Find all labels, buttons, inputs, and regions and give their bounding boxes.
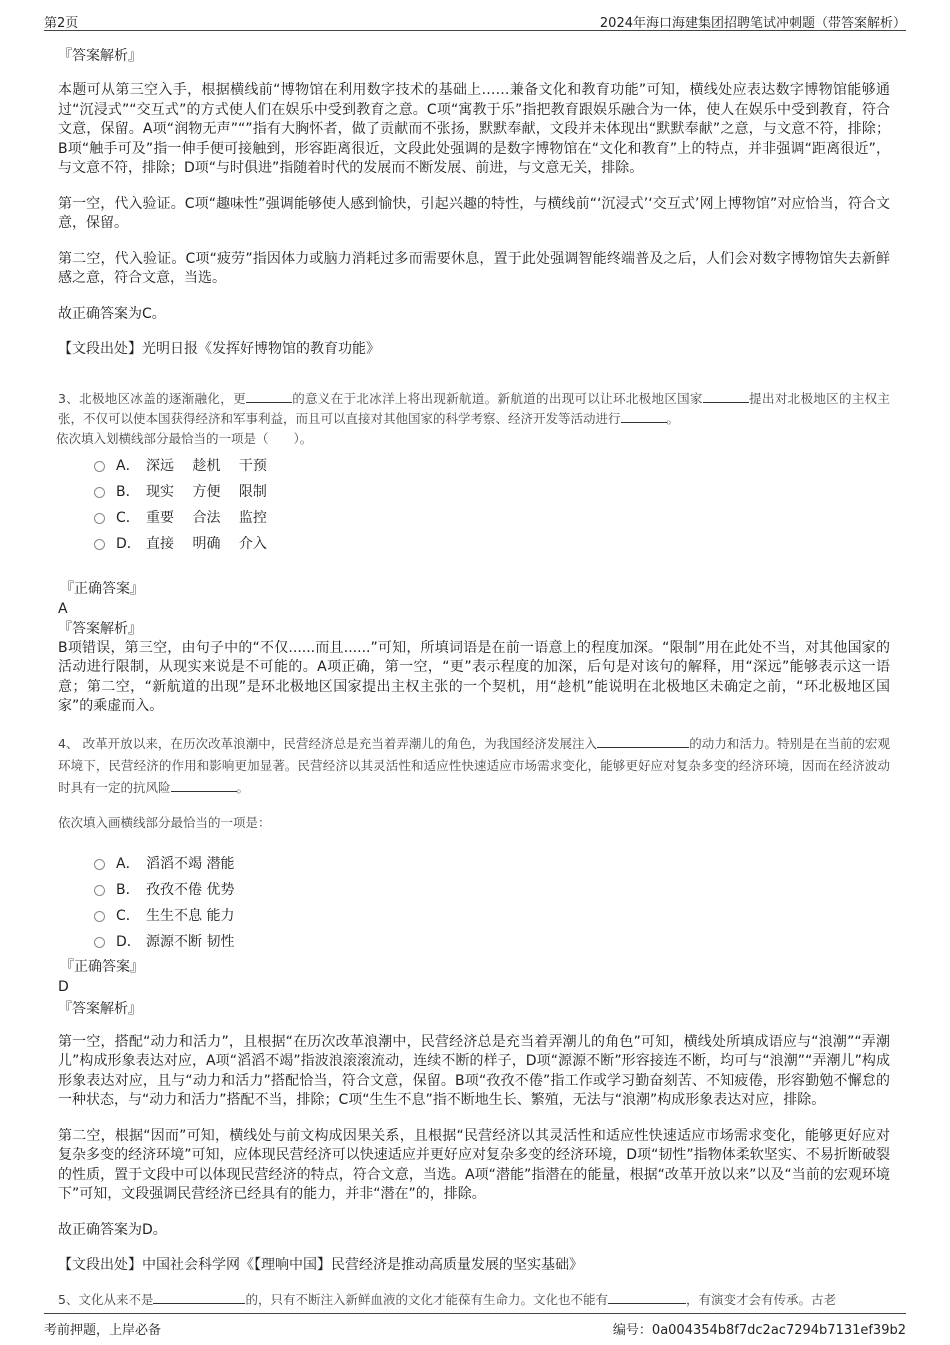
q4-blank-1 xyxy=(597,735,689,748)
q4-analysis-label: 『答案解析』 xyxy=(58,1000,142,1017)
q3-stem-part: 的意义在于北冰洋上将出现新航道。新航道的出现可以让环北极地区国家 xyxy=(291,390,703,406)
option-text: 重要 合法 监控 xyxy=(146,509,267,526)
q3-stem xyxy=(58,389,890,429)
q3-prompt: 依次填入划横线部分最恰当的一项是（ ）。 xyxy=(56,430,313,446)
q3-answer: A xyxy=(58,600,68,617)
option-text: 生生不息 能力 xyxy=(146,907,235,924)
radio-button-icon[interactable] xyxy=(94,911,105,922)
option-key: D． xyxy=(116,535,141,552)
page-header xyxy=(44,8,906,31)
q3-option-a[interactable] xyxy=(56,453,890,479)
radio-button-icon[interactable] xyxy=(94,539,105,550)
radio-button-icon[interactable] xyxy=(94,859,105,870)
radio-button-icon[interactable] xyxy=(94,461,105,472)
q2-analysis-para1: 本题可从第三空入手，根据横线前“博物馆在利用数字技术的基础上……兼备文化和教育功能”可知，横线处应表达数字博物馆能够通过“沉浸式”“交互式”的方式使人们在娱乐中受到教育之意。C项“寓教于乐”指把教育跟娱乐融合为一体，使人在娱乐中受到教育，符合文意，保留。A项“润物无声”“”指有大胸怀者，做了贡献而不张扬，默默奉献，文段并未体现出“默默奉献”之意，与文意不符，排除；B项“触手可及”指一伸手便可接触到，形容距离很近，文段此处强调的是数字博物馆在“文化和教育”上的特点，并非强调“距离很近”，与文意不符，排除；D项“与时俱进”指随着时代的发展而不断发展、前进，与文意无关，排除。 xyxy=(58,82,890,176)
q3-stem-part: 3、北极地区冰盖的逐渐融化，更 xyxy=(58,390,246,406)
q4-prompt: 依次填入画横线部分最恰当的一项是： xyxy=(58,814,271,830)
page-number: 第2页 xyxy=(44,16,79,31)
radio-button-icon[interactable] xyxy=(94,937,105,948)
q2-source: 【文段出处】光明日报《发挥好博物馆的教育功能》 xyxy=(58,341,380,357)
option-key: A． xyxy=(116,855,140,872)
q5-stem-part: ，有演变才会有传承。古老 xyxy=(685,1291,836,1307)
document-title: 2024年海口海建集团招聘笔试冲刺题（带答案解析） xyxy=(599,16,906,31)
q3-blank-1 xyxy=(246,390,292,403)
q4-option-a[interactable] xyxy=(56,851,890,877)
q2-analysis-para3: 第二空，代入验证。C项“疲劳”指因体力或脑力消耗过多而需要休息，置于此处强调智能终端普及之后，人们会对数字博物馆失去新鲜感之意，符合文意，当选。 xyxy=(58,250,890,286)
q4-option-d[interactable] xyxy=(56,929,890,955)
q3-stem-part: 提出对北极地区的主权主张，不仅可以使本国获得经济和军事利益，而且可以直接对其他国家的科学考察、经济开发等活动进行 xyxy=(58,390,890,426)
q4-blank-2 xyxy=(171,779,237,792)
page-footer xyxy=(44,1313,906,1336)
q2-analysis-para2: 第一空，代入验证。C项“趣味性”强调能够使人感到愉快，引起兴趣的特性，与横线前“‘沉浸式’‘交互式’网上博物馆”对应恰当，符合文意，保留。 xyxy=(58,195,890,231)
document-id: 编号：0a004354b8f7dc2ac7294b7131ef39b2 xyxy=(612,1323,906,1338)
option-key: B． xyxy=(116,483,140,500)
q3-analysis-label: 『答案解析』 xyxy=(58,620,142,637)
q4-analysis-para1: 第一空，搭配“动力和活力”，且根据“在历次改革浪潮中，民营经济总是充当着弄潮儿的角色”可知，横线处所填成语应与“浪潮”“弄潮儿”构成形象表达对应，A项“滔滔不竭”指波浪滚滚流动，连续不断的样子，D项“源源不断”形容接连不断，均可与“浪潮”“弄潮儿”构成形象表达对应，且与“动力和活力”搭配恰当，符合文意，保留。B项“孜孜不倦”指工作或学习勤奋刻苦、不知疲倦，形容勤勉不懈怠的一种状态，与“动力和活力”搭配不当，排除；C项“生生不息”指不断地生长、繁殖，无法与“浪潮”构成形象表达对应，排除。 xyxy=(58,1033,890,1108)
footer-slogan: 考前押题，上岸必备 xyxy=(44,1323,162,1338)
radio-button-icon[interactable] xyxy=(94,885,105,896)
q3-analysis: B项错误，第三空，由句子中的“不仅......而且......”可知，所填词语是在前一语意上的程度加深。“限制”用在此处不当，对其他国家的活动进行限制，从现实来说是不可能的。A项正确，第一空，“更”表示程度的加深，后句是对该句的解释，用“深远”能够表示这一语意；第二空，“新航道的出现”是环北极地区国家提出主权主张的一个契机，用“趁机”能说明在北极地区未确定之前，“环北极地区国家”的乘虚而入。 xyxy=(58,639,890,714)
q5-stem-part: 5、文化从来不是 xyxy=(58,1291,154,1307)
q3-stem-part: 。 xyxy=(666,410,680,426)
q4-source: 【文段出处】中国社会科学网《【理响中国】民营经济是推动高质量发展的坚实基础》 xyxy=(58,1257,583,1273)
radio-button-icon[interactable] xyxy=(94,487,105,498)
q5-blank-1 xyxy=(153,1291,245,1304)
q4-stem-part: 。 xyxy=(236,779,250,795)
q4-stem xyxy=(58,733,890,799)
option-key: C． xyxy=(116,509,140,526)
option-text: 孜孜不倦 优势 xyxy=(146,881,235,898)
option-text: 现实 方便 限制 xyxy=(146,483,267,500)
q4-answer: D xyxy=(58,978,69,995)
q4-option-b[interactable] xyxy=(56,877,890,903)
q3-option-b[interactable] xyxy=(56,479,890,505)
q4-answer-label: 『正确答案』 xyxy=(60,958,144,975)
q4-options xyxy=(56,851,890,955)
q3-option-d[interactable] xyxy=(56,531,890,557)
q2-conclusion: 故正确答案为C。 xyxy=(58,305,166,322)
option-key: D． xyxy=(116,933,141,950)
q4-stem-part: 的动力和活力。特别是在当前的宏观环境下，民营经济的作用和影响更加显著。民营经济以其灵活性和适应性快速适应市场需求变化，能够更好应对复杂多变的经济环境，因而在经济波动时具有一定的抗风险 xyxy=(58,735,890,795)
radio-button-icon[interactable] xyxy=(94,513,105,524)
option-key: B． xyxy=(116,881,140,898)
option-text: 滔滔不竭 潜能 xyxy=(146,855,235,872)
q3-blank-3 xyxy=(621,410,667,423)
q4-conclusion: 故正确答案为D。 xyxy=(58,1221,167,1238)
q3-blank-2 xyxy=(703,390,749,403)
q5-blank-2 xyxy=(608,1291,686,1304)
q5-stem xyxy=(58,1290,890,1310)
q4-stem-part: 4、 改革开放以来，在历次改革浪潮中，民营经济总是充当着弄潮儿的角色，为我国经济发展注入 xyxy=(58,735,598,751)
q4-option-c[interactable] xyxy=(56,903,890,929)
option-text: 深远 趁机 干预 xyxy=(146,457,267,474)
option-key: A． xyxy=(116,457,140,474)
option-key: C． xyxy=(116,907,140,924)
option-text: 源源不断 韧性 xyxy=(146,933,235,950)
q3-options xyxy=(56,453,890,557)
option-text: 直接 明确 介入 xyxy=(146,535,267,552)
q3-option-c[interactable] xyxy=(56,505,890,531)
document-body xyxy=(58,44,890,1310)
q5-stem-part: 的，只有不断注入新鲜血液的文化才能葆有生命力。文化也不能有 xyxy=(245,1291,608,1307)
q4-analysis-para2: 第二空，根据“因而”可知，横线处与前文构成因果关系，且根据“民营经济以其灵活性和适应性快速适应市场需求变化，能够更好应对复杂多变的经济环境”可知，应体现民营经济可以快速适应并更好应对复杂多变的经济环境，D项“韧性”指物体柔软坚实、不易折断破裂的性质，置于文段中可以体现民营经济的特点，符合文意，当选。A项“潜能”指潜在的能量，根据“改革开放以来”以及“当前的宏观环境下”可知，文段强调民营经济已经具有的能力，并非“潜在”的，排除。 xyxy=(58,1127,890,1202)
q2-analysis-label: 『答案解析』 xyxy=(58,48,142,64)
q3-answer-label: 『正确答案』 xyxy=(60,580,144,597)
